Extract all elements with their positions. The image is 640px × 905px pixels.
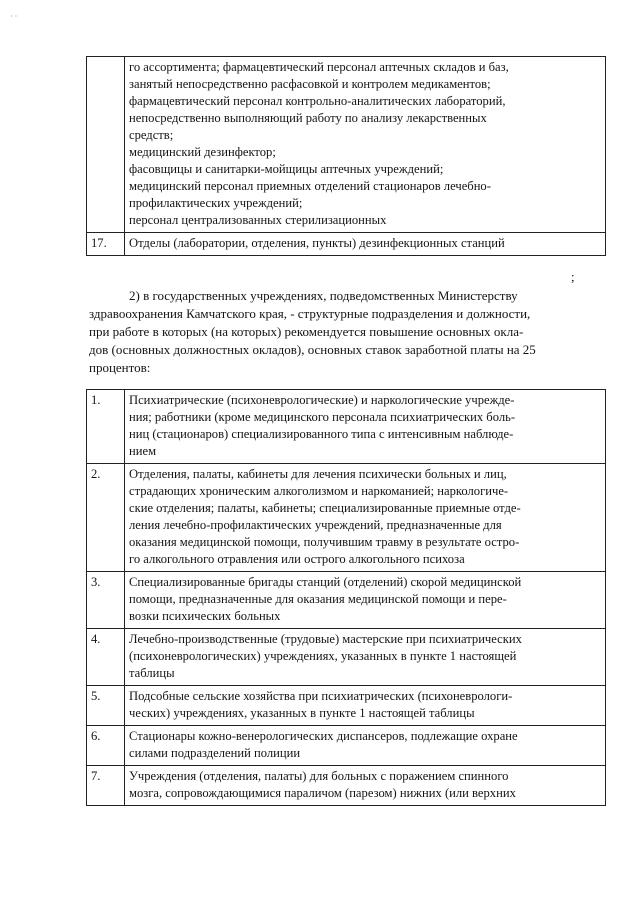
cell-line: медицинский дезинфектор; [129,145,276,159]
cell-line: средств; [129,128,174,142]
semicolon-mark: ; [571,269,575,284]
table-row [87,233,606,256]
cell-line: персонал централизованных стерилизационных [129,213,387,227]
cell-line: фармацевтический персонал контрольно-аналитических лабораторий, [129,94,506,108]
cell-line: помощи, предназначенные для оказания медицинской помощи и пере- [129,592,507,606]
departments-table [86,389,606,806]
cell-line: Психиатрические (психоневрологические) и наркологические учрежде- [129,393,515,407]
paragraph-line: при работе в которых (на которых) рекомендуется повышение основных окла- [89,324,524,339]
paragraph-line: здравоохранения Камчатского края, - структурные подразделения и должности, [89,306,531,321]
row-text [125,726,606,766]
cell-line: Учреждения (отделения, палаты) для больных с поражением спинного [129,769,509,783]
row-text [125,464,606,572]
cell-line: занятый непосредственно расфасовкой и контролем медикаментов; [129,77,491,91]
paragraph-line: процентов: [89,360,151,375]
table-row [87,686,606,726]
cell-line: ские отделения; палаты, кабинеты; специализированные приемные отде- [129,501,521,515]
row-text: Отделы (лаборатории, отделения, пункты) дезинфекционных станций [125,233,606,256]
table-row [87,390,606,464]
cell-line: Лечебно-производственные (трудовые) мастерские при психиатрических [129,632,522,646]
cell-line: непосредственно выполняющий работу по анализу лекарственных [129,111,487,125]
continued-cell [125,57,606,233]
margin-mark: · · [10,12,18,21]
cell-line: нием [129,444,157,458]
cell-line: Специализированные бригады станций (отделений) скорой медицинской [129,575,522,589]
paragraph-line: 2) в государственных учреждениях, подведомственных Министерству [129,288,518,303]
row-number: 3. [87,572,125,629]
row-number: 7. [87,766,125,806]
row-number: 4. [87,629,125,686]
table-row [87,629,606,686]
cell-line: таблицы [129,666,175,680]
cell-line: Стационары кожно-венерологических диспансеров, подлежащие охране [129,729,518,743]
intro-paragraph [89,287,603,377]
cell-line: (психоневрологических) учреждениях, указанных в пункте 1 настоящей [129,649,517,663]
table-row [87,572,606,629]
row-number: 2. [87,464,125,572]
row-number: 1. [87,390,125,464]
table-row [87,726,606,766]
row-text [125,686,606,726]
cell-line: возки психических больных [129,609,281,623]
row-text [125,572,606,629]
table-row [87,57,606,233]
cell-line: страдающих хроническим алкоголизмом и наркоманией; наркологиче- [129,484,509,498]
continued-table [86,56,606,256]
table-row [87,766,606,806]
row-number: 5. [87,686,125,726]
cell-line: Подсобные сельские хозяйства при психиатрических (психоневрологи- [129,689,513,703]
row-number: 17. [87,233,125,256]
cell-line: фасовщицы и санитарки-мойщицы аптечных учреждений; [129,162,444,176]
cell-line: мозга, сопровождающимися параличом (парезом) нижних (или верхних [129,786,516,800]
cell-line: ния; работники (кроме медицинского персонала психиатрических боль- [129,410,516,424]
row-text [125,629,606,686]
cell-line: оказания медицинской помощи, получившим травму в результате остро- [129,535,520,549]
cell-line: го алкогольного отравления или острого алкогольного психоза [129,552,465,566]
cell-line: ниц (стационаров) специализированного типа с интенсивным наблюде- [129,427,514,441]
row-text [125,766,606,806]
paragraph-line: дов (основных должностных окладов), основных ставок заработной платы на 25 [89,342,536,357]
cell-line: ческих) учреждениях, указанных в пункте 1 настоящей таблицы [129,706,475,720]
cell-line: Отделения, палаты, кабинеты для лечения психически больных и лиц, [129,467,507,481]
row-number-empty [87,57,125,233]
row-number: 6. [87,726,125,766]
cell-line: ления лечебно-профилактических учреждений, предназначенные для [129,518,502,532]
cell-line: медицинский персонал приемных отделений стационаров лечебно- [129,179,491,193]
row-text [125,390,606,464]
cell-line: го ассортимента; фармацевтический персонал аптечных складов и баз, [129,60,509,74]
cell-line: профилактических учреждений; [129,196,303,210]
table-row [87,464,606,572]
cell-line: силами подразделений полиции [129,746,301,760]
